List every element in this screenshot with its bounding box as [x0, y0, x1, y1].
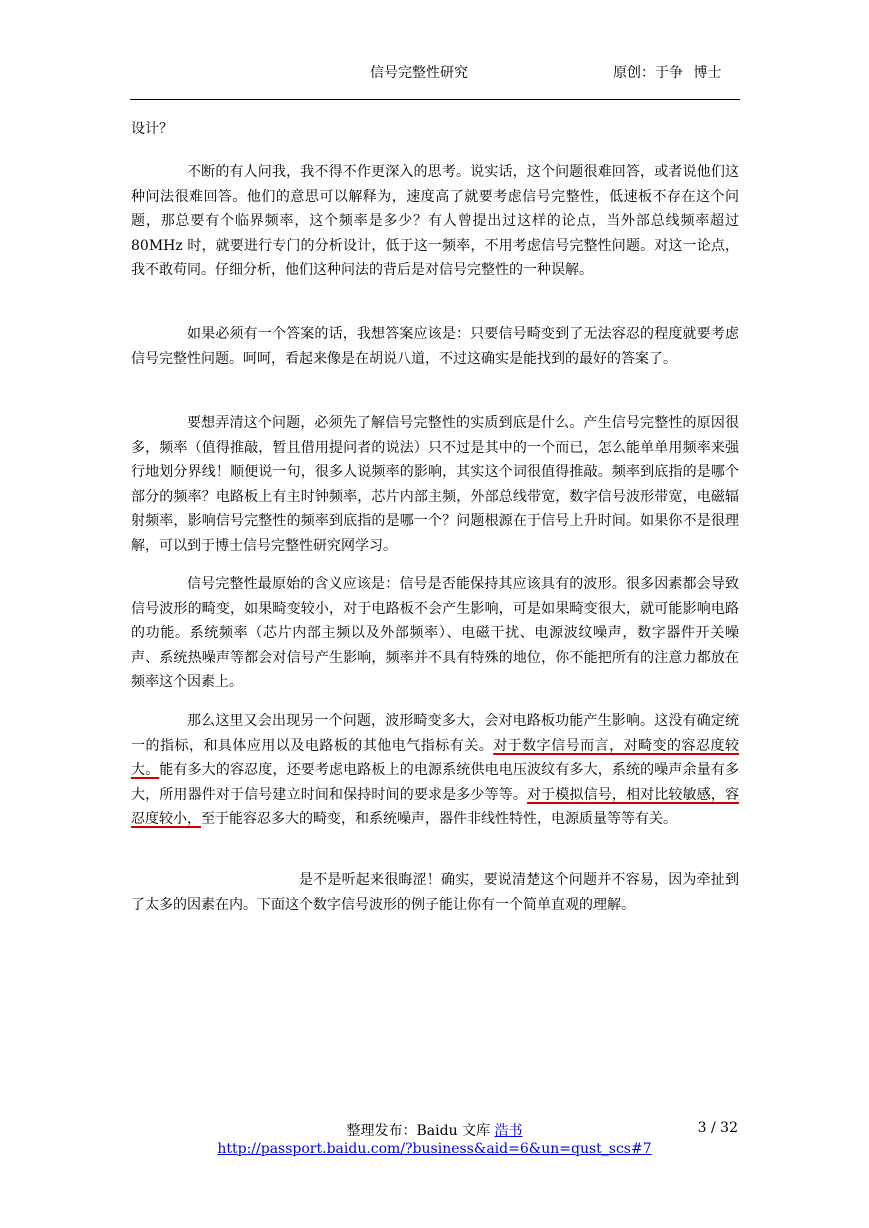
highlight-analog-signal: 对于模拟信号，相对比较敏感，容忍度较小，	[131, 786, 739, 827]
highlight-digital-signal: 对于数字信号而言，对畸变的容忍度较大。	[131, 737, 740, 778]
publisher-link[interactable]: 浩书	[494, 1123, 523, 1139]
paragraph-5	[131, 709, 739, 832]
footer-publish	[0, 1120, 869, 1140]
header-title: 信号完整性研究	[370, 65, 468, 81]
footer-publish-label: 整理发布：Baidu 文库	[346, 1123, 495, 1139]
header-author: 原创：于争 博士	[613, 65, 722, 81]
paragraph-3: 要想弄清这个问题，必须先了解信号完整性的实质到底是什么。产生信号完整性的原因很多，频率（值得推敲，暂且借用提问者的说法）只不过是其中的一个而已，怎么能单单用频率来强行地划分界线！顺便说一句，很多人说频率的影响，其实这个词很值得推敲。频率到底指的是哪个部分的频率？电路板上有主时钟频率，芯片内部主频，外部总线带宽，数字信号波形带宽，电磁辐射频率，影响信号完整性的频率到底指的是哪一个？问题根源在于信号上升时间。如果你不是很理解，可以到于博士信号完整性研究网学习。	[131, 415, 739, 554]
page-number: 3 / 32	[697, 1120, 738, 1136]
paragraph-0: 设计？	[131, 121, 173, 137]
paragraph-5-text-c: 至于能容忍多大的畸变，和系统噪声，器件非线性特性，电源质量等等有关。	[201, 811, 677, 827]
paragraph-5-text-b: 能有多大的容忍度，还要考虑电路板上的电源系统供电电压波纹有多大，系统的噪声余量有多大，所用器件对于信号建立时间和保持时间的要求是多少等等。	[131, 762, 740, 803]
header-divider	[130, 99, 740, 100]
paragraph-6: 是不是听起来很晦涩！确实，要说清楚这个问题并不容易，因为牵扯到了太多的因素在内。下面这个数字信号波形的例子能让你有一个简单直观的理解。	[131, 872, 739, 913]
paragraph-5-text-a: 那么这里又会出现另一个问题，波形畸变多大，会对电路板功能产生影响。这没有确定统一的指标，和具体应用以及电路板的其他电气指标有关。	[131, 713, 739, 754]
footer-url-link[interactable]: http://passport.baidu.com/?business&aid=6&un=qust_scs#7	[217, 1141, 652, 1157]
paragraph-1: 不断的有人问我，我不得不作更深入的思考。说实话，这个问题很难回答，或者说他们这种问法很难回答。他们的意思可以解释为，速度高了就要考虑信号完整性，低速板不存在这个问题，那总要有个临界频率，这个频率是多少？有人曾提出过这样的论点，当外部总线频率超过 80MHz 时，就要进行专门的分析设计，低于这一频率，不用考虑信号完整性问题。对这一论点，我不敢苟同。仔细分析，他们这种问法的背后是对信号完整性的一种误解。	[131, 164, 739, 278]
paragraph-2: 如果必须有一个答案的话，我想答案应该是：只要信号畸变到了无法容忍的程度就要考虑信号完整性问题。呵呵，看起来像是在胡说八道，不过这确实是能找到的最好的答案了。	[131, 326, 739, 367]
paragraph-4: 信号完整性最原始的含义应该是：信号是否能保持其应该具有的波形。很多因素都会导致信号波形的畸变，如果畸变较小，对于电路板不会产生影响，可是如果畸变很大，就可能影响电路的功能。系统频率（芯片内部主频以及外部频率）、电磁干扰、电源波纹噪声，数字器件开关噪声、系统热噪声等都会对信号产生影响，频率并不具有特殊的地位，你不能把所有的注意力都放在频率这个因素上。	[131, 576, 739, 690]
